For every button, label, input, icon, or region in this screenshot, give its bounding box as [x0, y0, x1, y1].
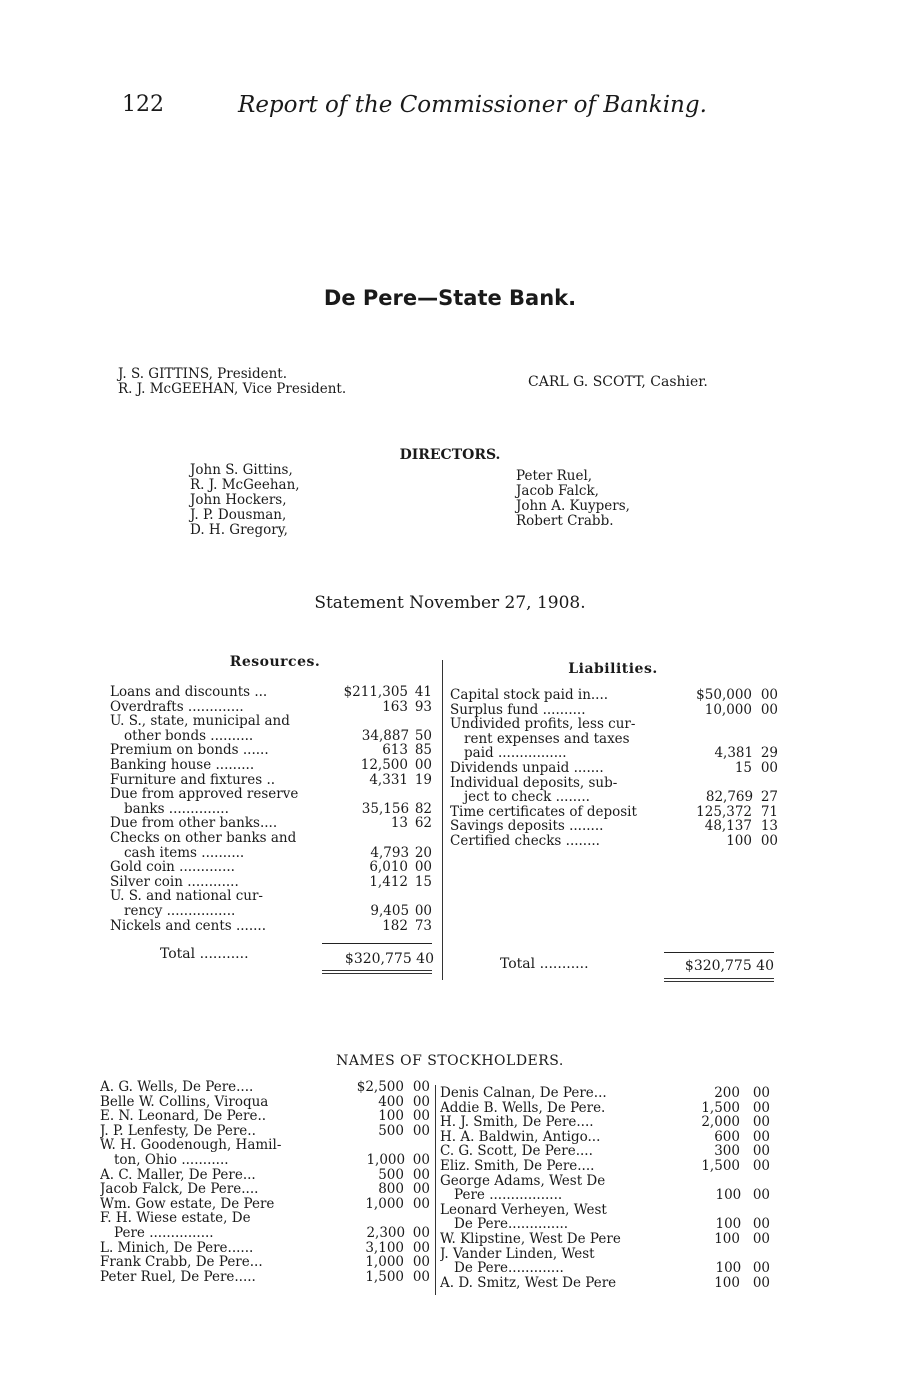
stockholder-row	[440, 1261, 770, 1276]
entry-label: C. G. Scott, De Pere....	[440, 1144, 593, 1159]
resource-row	[110, 773, 432, 788]
entry-dollars: 100	[714, 1230, 740, 1247]
stockholder-row	[100, 1270, 430, 1285]
entry-cents: 00	[412, 1181, 430, 1198]
resource-row	[110, 816, 432, 831]
entry-dollars: 300	[714, 1143, 740, 1160]
stockholder-row	[440, 1247, 770, 1262]
stockholder-row	[100, 1211, 430, 1226]
liability-row	[450, 717, 778, 732]
entry-cents: 00	[414, 859, 432, 876]
entry-cents: 20	[414, 844, 432, 861]
entry-cents: 00	[412, 1108, 430, 1125]
entry-cents: 15	[414, 873, 432, 890]
entry-dollars: 200	[714, 1085, 740, 1101]
entry-label: paid ................	[464, 746, 567, 761]
entry-label: H. A. Baldwin, Antigo...	[440, 1129, 601, 1145]
entry-cents: 00	[752, 1085, 770, 1101]
entry-cents: 00	[760, 832, 778, 849]
entry-dollars: 1,500	[701, 1157, 740, 1174]
entry-cents: 00	[412, 1195, 430, 1212]
stockholder-row	[100, 1138, 430, 1153]
entry-dollars: 500	[378, 1122, 404, 1139]
entry-cents: 62	[414, 815, 432, 832]
entry-cents: 19	[414, 771, 432, 788]
stockholder-row	[100, 1109, 430, 1124]
entry-label: J. P. Lenfesty, De Pere..	[100, 1123, 256, 1139]
entry-label: Capital stock paid in....	[450, 688, 609, 703]
entry-dollars: 48,137	[704, 818, 752, 835]
entry-label: Surplus fund ..........	[450, 702, 586, 718]
entry-dollars: $211,305	[343, 684, 408, 700]
entry-dollars: 100	[378, 1108, 404, 1125]
resource-row	[110, 875, 432, 890]
directors-right-column	[516, 469, 630, 529]
entry-dollars: 100	[726, 832, 752, 849]
entry-label: A. G. Wells, De Pere....	[100, 1080, 254, 1095]
resource-row	[110, 729, 432, 744]
entry-cents: 00	[412, 1254, 430, 1271]
entry-label: De Pere.............	[454, 1261, 564, 1276]
page-number: 122	[122, 92, 164, 117]
entry-label: F. H. Wiese estate, De	[100, 1211, 251, 1226]
entry-label: Pere ...............	[114, 1225, 214, 1241]
entry-cents: 29	[760, 745, 778, 762]
resource-row	[110, 831, 432, 846]
entry-label: Addie B. Wells, De Pere.	[440, 1100, 606, 1116]
entry-cents: 00	[412, 1239, 430, 1256]
entry-cents: 71	[760, 803, 778, 820]
director-name: John S. Gittins,	[190, 462, 293, 478]
entry-cents: 13	[760, 818, 778, 835]
stockholder-row	[100, 1197, 430, 1212]
stockholders-left-table	[100, 1080, 430, 1284]
entry-dollars: 4,331	[369, 771, 408, 788]
entry-dollars: 1,500	[365, 1268, 404, 1285]
entry-label: cash items ..........	[124, 845, 245, 861]
entry-label: Leonard Verheyen, West	[440, 1202, 607, 1218]
entry-label: rency ................	[124, 903, 236, 919]
entry-dollars: 10,000	[704, 701, 752, 718]
entry-cents: 82	[414, 800, 432, 817]
liabilities-table	[450, 688, 778, 849]
entry-label: L. Minich, De Pere......	[100, 1240, 254, 1256]
liabilities-heading: Liabilities.	[568, 661, 658, 677]
resource-row	[110, 714, 432, 729]
stockholders-right-table	[440, 1086, 770, 1290]
entry-cents: 00	[414, 756, 432, 773]
stockholder-row	[440, 1144, 770, 1159]
entry-label: A. C. Maller, De Pere...	[100, 1167, 256, 1183]
directors-heading: DIRECTORS.	[399, 447, 501, 463]
stockholder-row	[440, 1188, 770, 1203]
entry-dollars: 13	[390, 815, 408, 832]
entry-dollars: 1,500	[701, 1099, 740, 1116]
liability-row	[450, 805, 778, 820]
liability-row	[450, 688, 778, 703]
entry-label: U. S. and national cur-	[110, 889, 263, 904]
resources-sum-rule	[322, 943, 432, 944]
entry-cents: 50	[414, 727, 432, 744]
entry-label: Belle W. Collins, Viroqua	[100, 1094, 269, 1110]
entry-cents: 41	[414, 684, 432, 700]
entry-cents: 00	[412, 1122, 430, 1139]
entry-cents: 00	[752, 1274, 770, 1291]
entry-label: George Adams, West De	[440, 1173, 606, 1189]
resources-total-label: Total ...........	[160, 946, 249, 962]
entry-cents: 00	[412, 1268, 430, 1285]
statement-title: Statement November 27, 1908.	[314, 593, 586, 613]
entry-cents: 00	[412, 1151, 430, 1168]
entry-label: Eliz. Smith, De Pere....	[440, 1158, 595, 1174]
entry-dollars: 15	[734, 759, 752, 776]
liability-row	[450, 790, 778, 805]
entry-label: H. J. Smith, De Pere....	[440, 1115, 594, 1130]
entry-dollars: 2,000	[701, 1114, 740, 1131]
entry-label: Gold coin .............	[110, 860, 235, 875]
resource-row	[110, 889, 432, 904]
entry-dollars: 6,010	[369, 859, 408, 876]
entry-label: De Pere..............	[454, 1217, 569, 1232]
entry-label: Certified checks ........	[450, 833, 600, 849]
resource-row	[110, 685, 432, 700]
bank-name: De Pere—State Bank.	[323, 286, 577, 310]
entry-label: U. S., state, municipal and	[110, 714, 290, 729]
stockholders-divider	[435, 1085, 436, 1295]
stockholder-row	[440, 1276, 770, 1291]
entry-cents: 00	[412, 1166, 430, 1183]
resources-total-amount: $320,775 40	[344, 951, 434, 967]
entry-label: Due from approved reserve	[110, 787, 299, 802]
resource-row	[110, 802, 432, 817]
entry-label: Nickels and cents .......	[110, 918, 267, 934]
entry-dollars: 163	[382, 698, 408, 715]
entry-cents: 00	[752, 1143, 770, 1160]
stockholder-row	[100, 1226, 430, 1241]
entry-label: rent expenses and taxes	[464, 731, 630, 747]
entry-dollars: $50,000	[696, 687, 752, 703]
entry-label: Savings deposits ........	[450, 819, 604, 834]
entry-cents: 00	[752, 1128, 770, 1145]
stockholder-row	[100, 1241, 430, 1256]
stockholders-heading: NAMES OF STOCKHOLDERS.	[336, 1053, 564, 1069]
entry-label: Silver coin ............	[110, 874, 239, 890]
liabilities-total-amount: $320,775 40	[684, 958, 774, 974]
resource-row	[110, 743, 432, 758]
entry-cents: 00	[412, 1079, 430, 1095]
entry-label: Overdrafts .............	[110, 699, 244, 715]
entry-dollars: 35,156	[361, 800, 410, 817]
liabilities-sum-rule	[664, 952, 774, 953]
entry-dollars: 9,405	[370, 902, 410, 919]
stockholder-row	[100, 1080, 430, 1095]
director-name: John Hockers,	[190, 492, 287, 508]
entry-dollars: 34,887	[361, 727, 410, 744]
entry-dollars: 4,793	[370, 844, 410, 861]
entry-label: Wm. Gow estate, De Pere	[100, 1196, 275, 1212]
stockholder-row	[100, 1255, 430, 1270]
entry-label: Dividends unpaid .......	[450, 760, 604, 776]
resource-row	[110, 846, 432, 861]
resources-table	[110, 685, 432, 933]
entry-label: Furniture and fixtures ..	[110, 772, 276, 788]
resource-row	[110, 700, 432, 715]
stockholder-row	[440, 1159, 770, 1174]
stockholder-row	[440, 1086, 770, 1101]
entry-label: other bonds ..........	[124, 728, 254, 744]
entry-dollars: 82,769	[705, 789, 754, 806]
entry-label: Denis Calnan, De Pere...	[440, 1086, 607, 1101]
entry-cents: 00	[760, 759, 778, 776]
entry-dollars: 1,000	[365, 1254, 404, 1271]
stockholder-row	[100, 1168, 430, 1183]
entry-label: Loans and discounts ...	[110, 685, 268, 700]
entry-dollars: 800	[378, 1181, 404, 1198]
resource-row	[110, 919, 432, 934]
stockholder-row	[440, 1203, 770, 1218]
entry-label: W. H. Goodenough, Hamil-	[100, 1138, 282, 1153]
running-title: Report of the Commissioner of Banking.	[238, 92, 707, 118]
cashier-line: CARL G. SCOTT, Cashier.	[528, 374, 708, 390]
entry-dollars: 613	[382, 742, 408, 759]
liabilities-total-label: Total ...........	[500, 956, 589, 972]
resources-heading: Resources.	[229, 654, 321, 670]
entry-dollars: 3,100	[365, 1239, 404, 1256]
resource-row	[110, 787, 432, 802]
director-name: D. H. Gregory,	[190, 522, 288, 538]
entry-label: Time certificates of deposit	[450, 804, 637, 820]
column-divider	[442, 660, 443, 980]
entry-label: Due from other banks....	[110, 816, 278, 831]
entry-label: Peter Ruel, De Pere.....	[100, 1269, 256, 1285]
liability-row	[450, 732, 778, 747]
liability-row	[450, 834, 778, 849]
entry-dollars: 100	[714, 1274, 740, 1291]
officers-list	[118, 367, 346, 397]
directors-left-column	[190, 463, 300, 538]
director-name: Robert Crabb.	[516, 513, 614, 529]
vice-president-line: R. J. McGEEHAN, Vice President.	[118, 381, 347, 397]
entry-cents: 73	[414, 917, 432, 934]
resource-row	[110, 904, 432, 919]
entry-cents: 00	[414, 902, 432, 919]
entry-dollars: 100	[715, 1260, 742, 1277]
entry-label: Jacob Falck, De Pere....	[100, 1182, 259, 1197]
entry-label: J. Vander Linden, West	[440, 1246, 595, 1262]
entry-dollars: 2,300	[366, 1224, 406, 1241]
stockholder-row	[100, 1182, 430, 1197]
entry-label: A. D. Smitz, West De Pere	[440, 1275, 617, 1291]
stockholder-row	[100, 1153, 430, 1168]
entry-cents: 00	[752, 1157, 770, 1174]
entry-dollars: 100	[715, 1187, 742, 1204]
stockholder-row	[440, 1232, 770, 1247]
entry-cents: 00	[752, 1230, 770, 1247]
stockholder-row	[440, 1130, 770, 1145]
entry-cents: 00	[760, 701, 778, 718]
liabilities-double-rule	[664, 978, 774, 982]
entry-label: Individual deposits, sub-	[450, 775, 618, 791]
entry-dollars: 500	[378, 1166, 404, 1183]
director-name: Peter Ruel,	[516, 468, 593, 484]
entry-cents: 00	[760, 687, 778, 703]
entry-cents: 00	[752, 1114, 770, 1131]
liability-row	[450, 761, 778, 776]
stockholder-row	[100, 1124, 430, 1139]
resource-row	[110, 860, 432, 875]
entry-dollars: $2,500	[356, 1079, 404, 1095]
director-name: J. P. Dousman,	[190, 507, 287, 523]
entry-label: W. Klipstine, West De Pere	[440, 1231, 621, 1247]
entry-dollars: 400	[378, 1093, 404, 1110]
entry-label: Checks on other banks and	[110, 830, 297, 846]
entry-label: banks ..............	[124, 801, 229, 817]
entry-dollars: 4,381	[714, 745, 754, 762]
entry-dollars: 12,500	[360, 756, 408, 773]
entry-label: E. N. Leonard, De Pere..	[100, 1109, 267, 1124]
stockholder-row	[100, 1095, 430, 1110]
entry-cents: 00	[752, 1187, 771, 1204]
entry-cents: 93	[414, 698, 432, 715]
entry-dollars: 125,372	[696, 803, 752, 820]
director-name: Jacob Falck,	[516, 483, 599, 499]
entry-cents: 00	[412, 1224, 430, 1241]
entry-dollars: 1,000	[366, 1151, 406, 1168]
entry-cents: 00	[752, 1216, 771, 1233]
entry-dollars: 1,412	[369, 873, 408, 890]
resource-row	[110, 758, 432, 773]
liability-row	[450, 776, 778, 791]
resources-double-rule	[322, 970, 432, 974]
entry-cents: 00	[752, 1260, 771, 1277]
entry-label: ton, Ohio ...........	[114, 1152, 229, 1168]
entry-label: Pere .................	[454, 1188, 563, 1203]
stockholder-row	[440, 1101, 770, 1116]
entry-cents: 00	[412, 1093, 430, 1110]
entry-dollars: 100	[715, 1216, 742, 1233]
president-line: J. S. GITTINS, President.	[118, 366, 287, 382]
director-name: R. J. McGeehan,	[190, 477, 300, 493]
entry-label: ject to check ........	[464, 790, 590, 805]
entry-dollars: 600	[714, 1128, 740, 1145]
liability-row	[450, 746, 778, 761]
entry-cents: 27	[760, 789, 778, 806]
stockholder-row	[440, 1174, 770, 1189]
liability-row	[450, 703, 778, 718]
entry-label: Banking house .........	[110, 757, 255, 773]
entry-label: Frank Crabb, De Pere...	[100, 1255, 263, 1270]
liability-row	[450, 819, 778, 834]
entry-dollars: 182	[382, 917, 408, 934]
stockholder-row	[440, 1115, 770, 1130]
entry-cents: 00	[752, 1099, 770, 1116]
entry-cents: 85	[414, 742, 432, 759]
director-name: John A. Kuypers,	[516, 498, 630, 514]
stockholder-row	[440, 1217, 770, 1232]
entry-label: Premium on bonds ......	[110, 743, 269, 758]
entry-label: Undivided profits, less cur-	[450, 717, 636, 732]
entry-dollars: 1,000	[365, 1195, 404, 1212]
